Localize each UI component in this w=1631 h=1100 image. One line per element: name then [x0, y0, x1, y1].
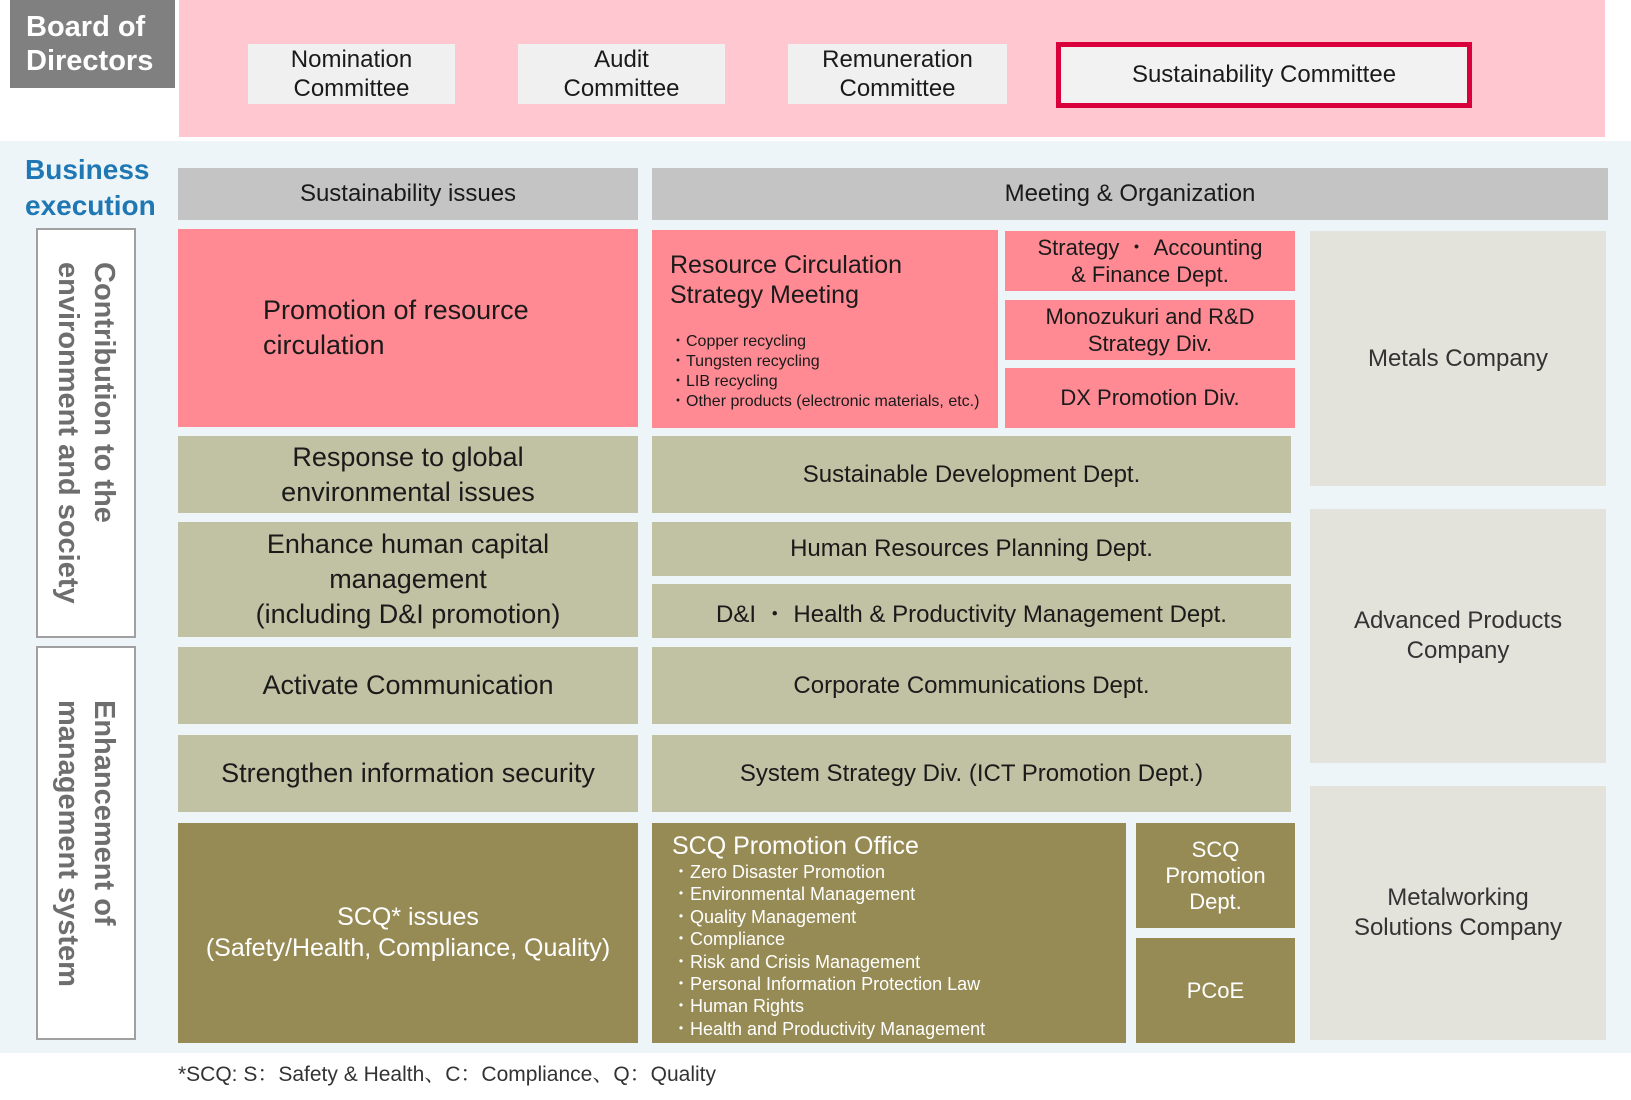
- category-environment-society: Contribution to the environment and society: [36, 228, 136, 638]
- category-management-system: Enhancement of management system: [36, 646, 136, 1040]
- metals-company: Metals Company: [1310, 231, 1606, 486]
- board-of-directors-label: Board of Directors: [10, 0, 175, 88]
- scq-promotion-dept: SCQ Promotion Dept.: [1136, 823, 1295, 928]
- dni-health-productivity-dept: D&I ・ Health & Productivity Management Dept.: [652, 584, 1291, 638]
- bullet-item: ・Compliance: [672, 929, 786, 950]
- scq-promotion-office: SCQ Promotion Office ・Zero Disaster Promotion ・Environmental Management ・Quality Management ・Compliance ・Risk and Crisis Management ・Personal Information Protection Law ・Human Rights ・Health and Productivity Management: [652, 823, 1126, 1043]
- corporate-communications-dept: Corporate Communications Dept.: [652, 647, 1291, 724]
- resource-circulation-strategy-meeting: Resource Circulation Strategy Meeting ・Copper recycling ・Tungsten recycling ・LIB recycling ・Other products (electronic materials, etc.): [652, 230, 998, 428]
- bullet-item: ・Health and Productivity Management: [672, 1018, 986, 1039]
- sustainability-committee-box: Sustainability Committee: [1056, 42, 1472, 108]
- bullet-item: ・Tungsten recycling: [670, 353, 820, 370]
- issue-global-environment: Response to global environmental issues: [178, 436, 638, 513]
- issue-scq: SCQ* issues (Safety/Health, Compliance, Quality): [178, 823, 638, 1043]
- bullet-item: ・Quality Management: [672, 906, 857, 927]
- bullet-item: ・Other products (electronic materials, etc.): [670, 393, 980, 410]
- bullet-item: ・Risk and Crisis Management: [672, 951, 921, 972]
- advanced-products-company: Advanced Products Company: [1310, 509, 1606, 763]
- metalworking-solutions-company: Metalworking Solutions Company: [1310, 786, 1606, 1040]
- issue-communication: Activate Communication: [178, 647, 638, 724]
- pcoe-box: PCoE: [1136, 938, 1295, 1043]
- bullet-item: ・LIB recycling: [670, 373, 778, 390]
- remuneration-committee-box: Remuneration Committee: [788, 44, 1007, 104]
- hr-planning-dept: Human Resources Planning Dept.: [652, 522, 1291, 576]
- issue-human-capital: Enhance human capital management (including D&I promotion): [178, 522, 638, 637]
- monozukuri-rd-strategy-div: Monozukuri and R&D Strategy Div.: [1005, 300, 1295, 360]
- issue-information-security: Strengthen information security: [178, 735, 638, 812]
- header-meeting-organization: Meeting & Organization: [652, 168, 1608, 220]
- footnote: *SCQ: S：Safety & Health、C：Compliance、Q：Quality: [178, 1063, 717, 1086]
- bullet-item: ・Environmental Management: [672, 884, 916, 905]
- issue-resource-circulation: Promotion of resource circulation: [178, 229, 638, 427]
- bullet-item: ・Copper recycling: [670, 333, 807, 350]
- header-sustainability-issues: Sustainability issues: [178, 168, 638, 220]
- nomination-committee-box: Nomination Committee: [248, 44, 455, 104]
- business-execution-label: Business execution: [25, 154, 156, 221]
- bullet-item: ・Zero Disaster Promotion: [672, 862, 886, 882]
- bullet-item: ・Human Rights: [672, 996, 805, 1017]
- strategy-accounting-finance-dept: Strategy ・ Accounting & Finance Dept.: [1005, 231, 1295, 291]
- sustainable-development-dept: Sustainable Development Dept.: [652, 436, 1291, 513]
- system-strategy-div: System Strategy Div. (ICT Promotion Dept.): [652, 735, 1291, 812]
- bullet-item: ・Personal Information Protection Law: [672, 974, 981, 995]
- dx-promotion-div: DX Promotion Div.: [1005, 368, 1295, 428]
- audit-committee-box: Audit Committee: [518, 44, 725, 104]
